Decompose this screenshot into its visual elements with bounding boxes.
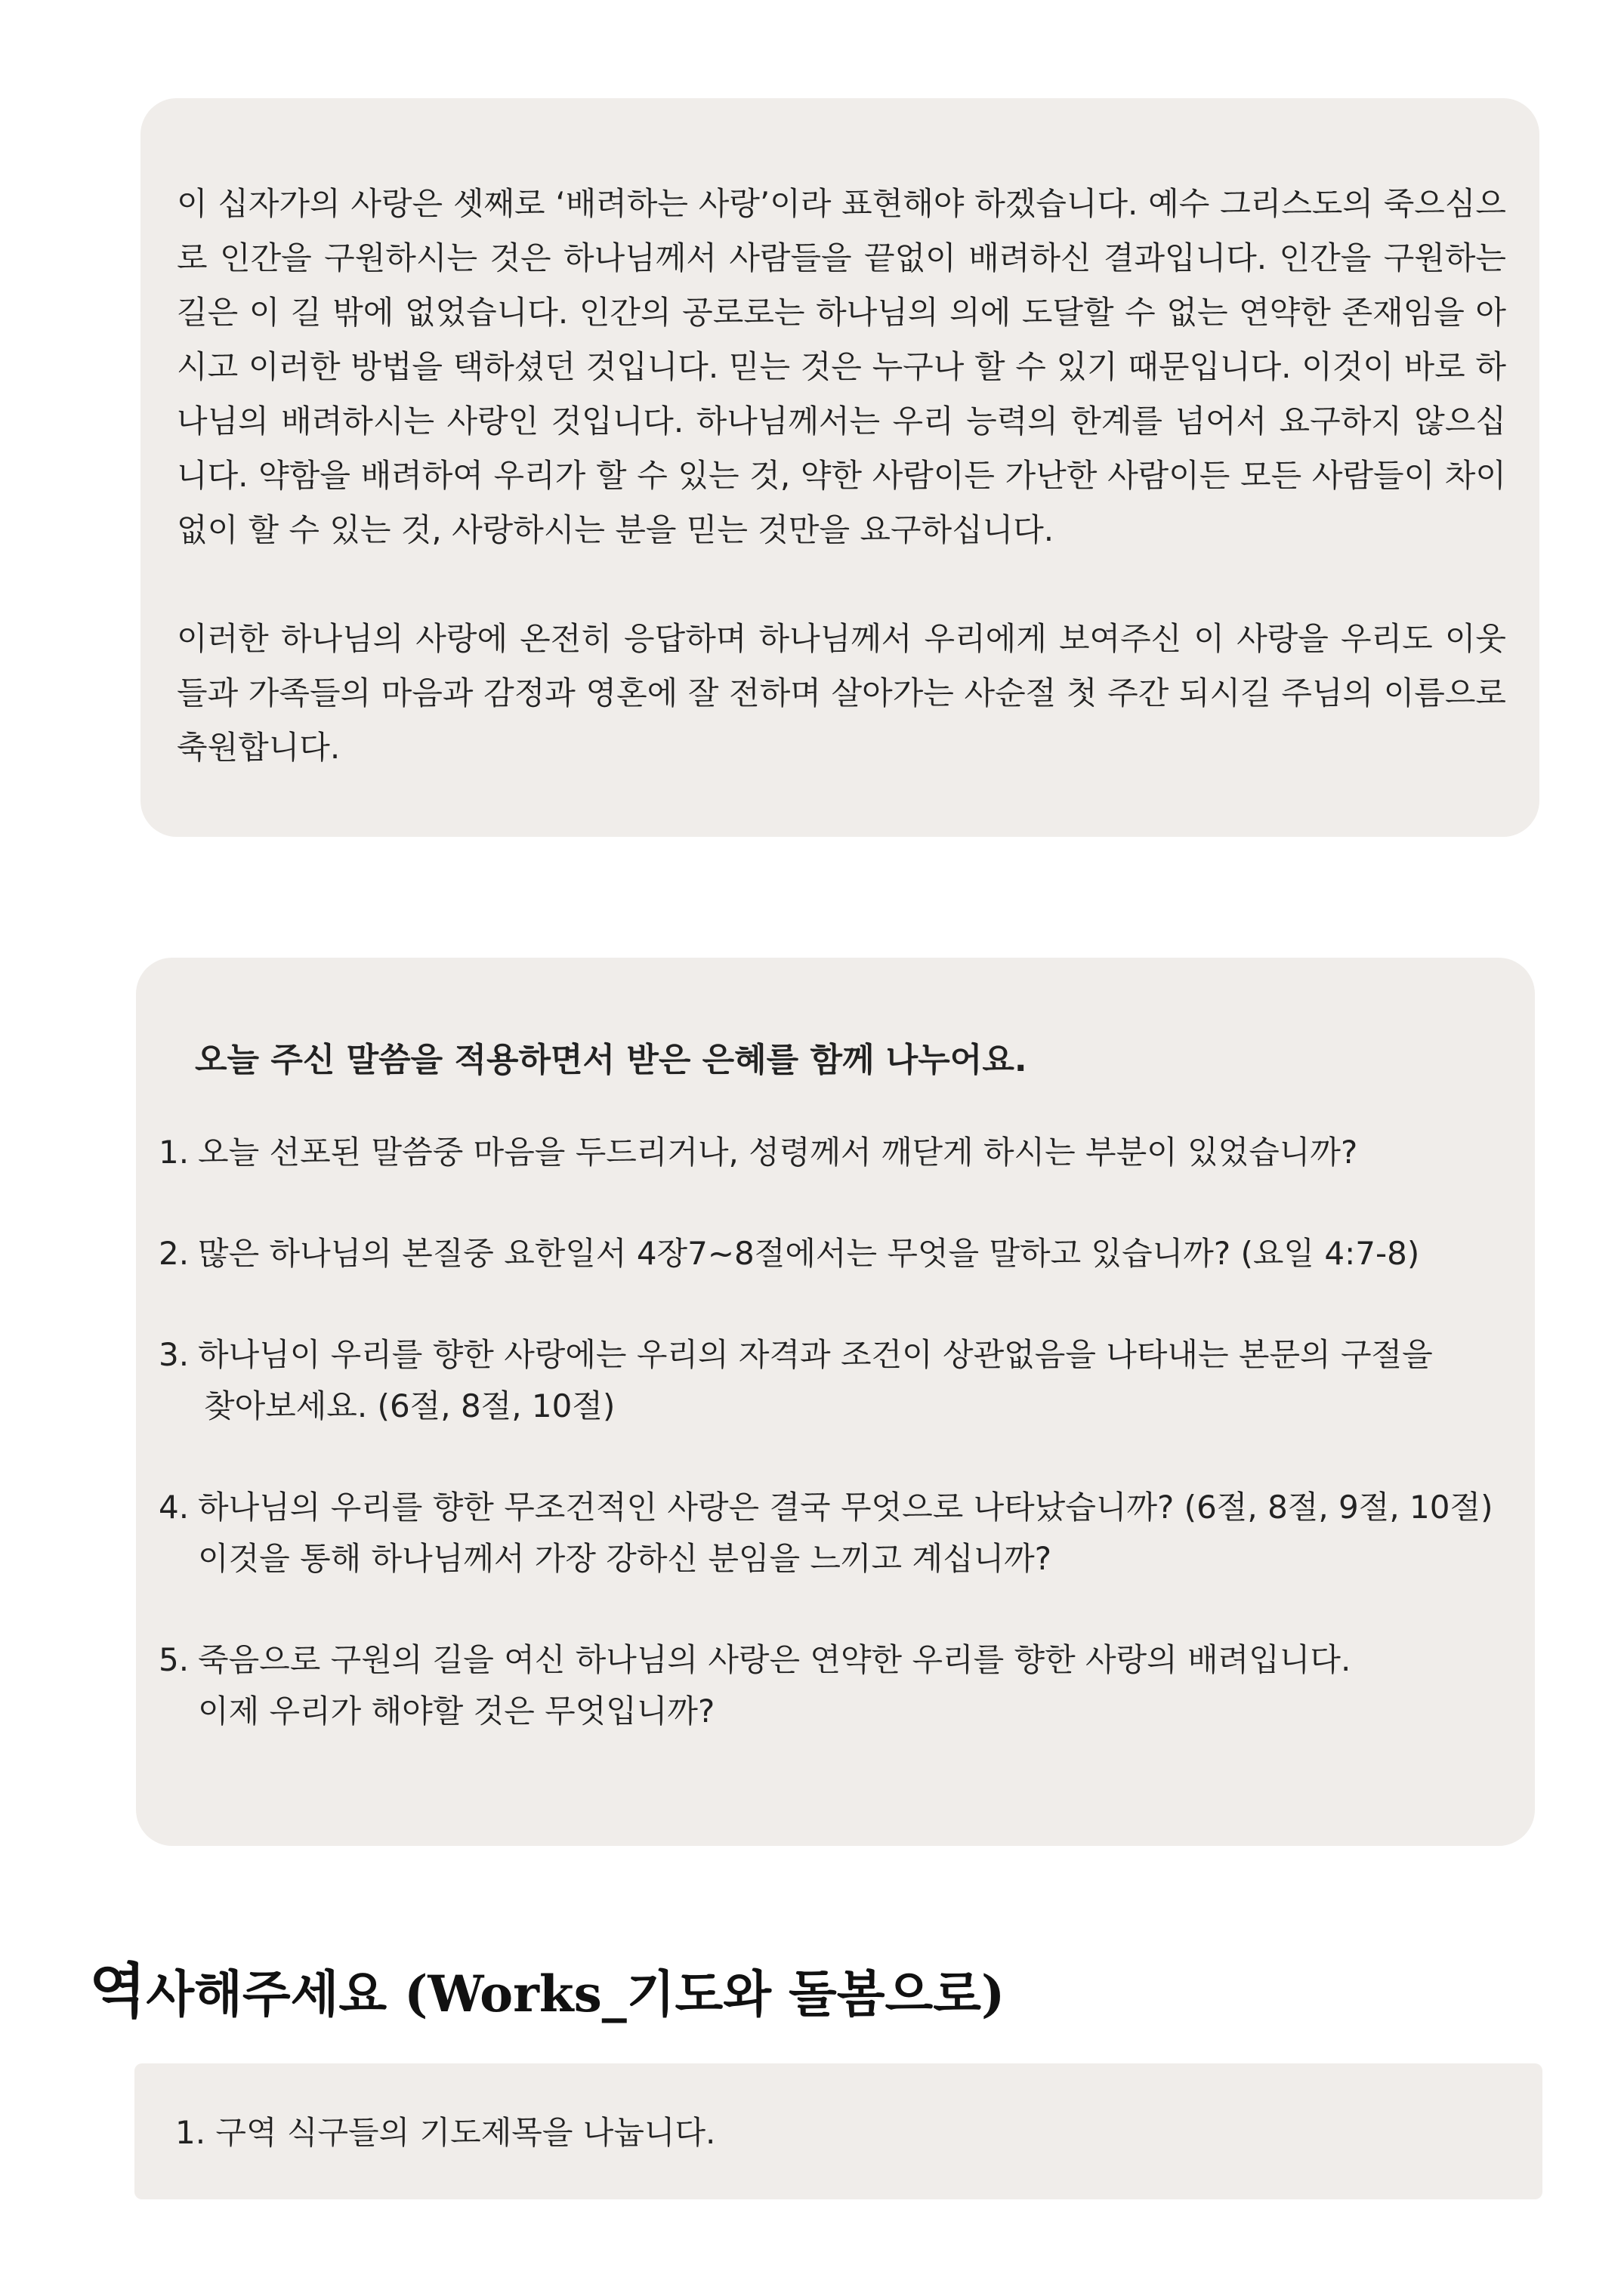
question-number: 2. (159, 1235, 190, 1272)
question-text: 죽음으로 구원의 길을 여신 하나님의 사랑은 연약한 우리를 향한 사랑의 배려입니다. (198, 1641, 1351, 1678)
question-text-continued: 이것을 통해 하나님께서 가장 강하신 분임을 느끼고 계십니까? (198, 1540, 1052, 1577)
question-text: 많은 하나님의 본질중 요한일서 4장7~8절에서는 무엇을 말하고 있습니까? (요일 4:7-8) (198, 1235, 1420, 1272)
question-number: 5. (159, 1641, 190, 1678)
sharing-questions-card (136, 958, 1535, 1846)
works-section-title (89, 1958, 1005, 2028)
question-number: 1. (159, 1134, 190, 1171)
devotion-paragraph: 이러한 하나님의 사랑에 온전히 응답하며 하나님께서 우리에게 보여주신 이 사랑을 우리도 이웃들과 가족들의 마음과 감정과 영혼에 잘 전하며 살아가는 사순절 첫 주간 되시길 주님의 이름으로 축원합니다. (177, 620, 1506, 766)
question-text: 오늘 선포된 말씀중 마음을 두드리거나, 성령께서 깨닫게 하시는 부분이 있었습니까? (198, 1134, 1358, 1171)
works-title-rest: 사해주세요 (Works_기도와 돌봄으로) (146, 1964, 1005, 2023)
question-item (159, 1228, 1505, 1279)
devotion-card (140, 98, 1539, 837)
question-number: 4. (159, 1489, 190, 1526)
question-item (159, 1634, 1505, 1737)
question-number: 3. (159, 1336, 190, 1373)
question-text-continued: 이제 우리가 해야할 것은 무엇입니까? (198, 1693, 715, 1730)
works-title-lead: 역 (89, 1957, 147, 2026)
question-text-continued: 찾아보세요. (6절, 8절, 10절) (204, 1387, 616, 1424)
works-card (134, 2063, 1542, 2199)
question-item (159, 1482, 1505, 1585)
question-text: 하나님의 우리를 향한 무조건적인 사랑은 결국 무엇으로 나타났습니까? (6절, 8절, 9절, 10절) (198, 1489, 1493, 1526)
sharing-heading: 오늘 주신 말씀을 적용하면서 받은 은혜를 함께 나누어요. (195, 1041, 1027, 1079)
devotion-paragraph: 이 십자가의 사랑은 셋째로 ‘배려하는 사랑’이라 표현해야 하겠습니다. 예수 그리스도의 죽으심으로 인간을 구원하시는 것은 하나님께서 사람들을 끝없이 배려하신 결과입니다. 인간을 구원하는 길은 이 길 밖에 없었습니다. 인간의 공로로는 하나님의 의에 도달할 수 없는 연약한 존재임을 아시고 이러한 방법을 택하셨던 것입니다. 믿는 것은 누구나 할 수 있기 때문입니다. 이것이 바로 하나님의 배려하시는 사랑인 것입니다. 하나님께서는 우리 능력의 한계를 넘어서 요구하지 않으십니다. 약함을 배려하여 우리가 할 수 있는 것, 약한 사람이든 가난한 사람이든 모든 사람들이 차이없이 할 수 있는 것, 사랑하시는 분을 믿는 것만을 요구하십니다. (177, 185, 1506, 548)
question-text: 하나님이 우리를 향한 사랑에는 우리의 자격과 조건이 상관없음을 나타내는 본문의 구절을 (198, 1336, 1433, 1373)
works-item: 1. 구역 식구들의 기도제목을 나눕니다. (175, 2114, 716, 2151)
question-item (159, 1127, 1505, 1178)
question-item (159, 1329, 1505, 1432)
